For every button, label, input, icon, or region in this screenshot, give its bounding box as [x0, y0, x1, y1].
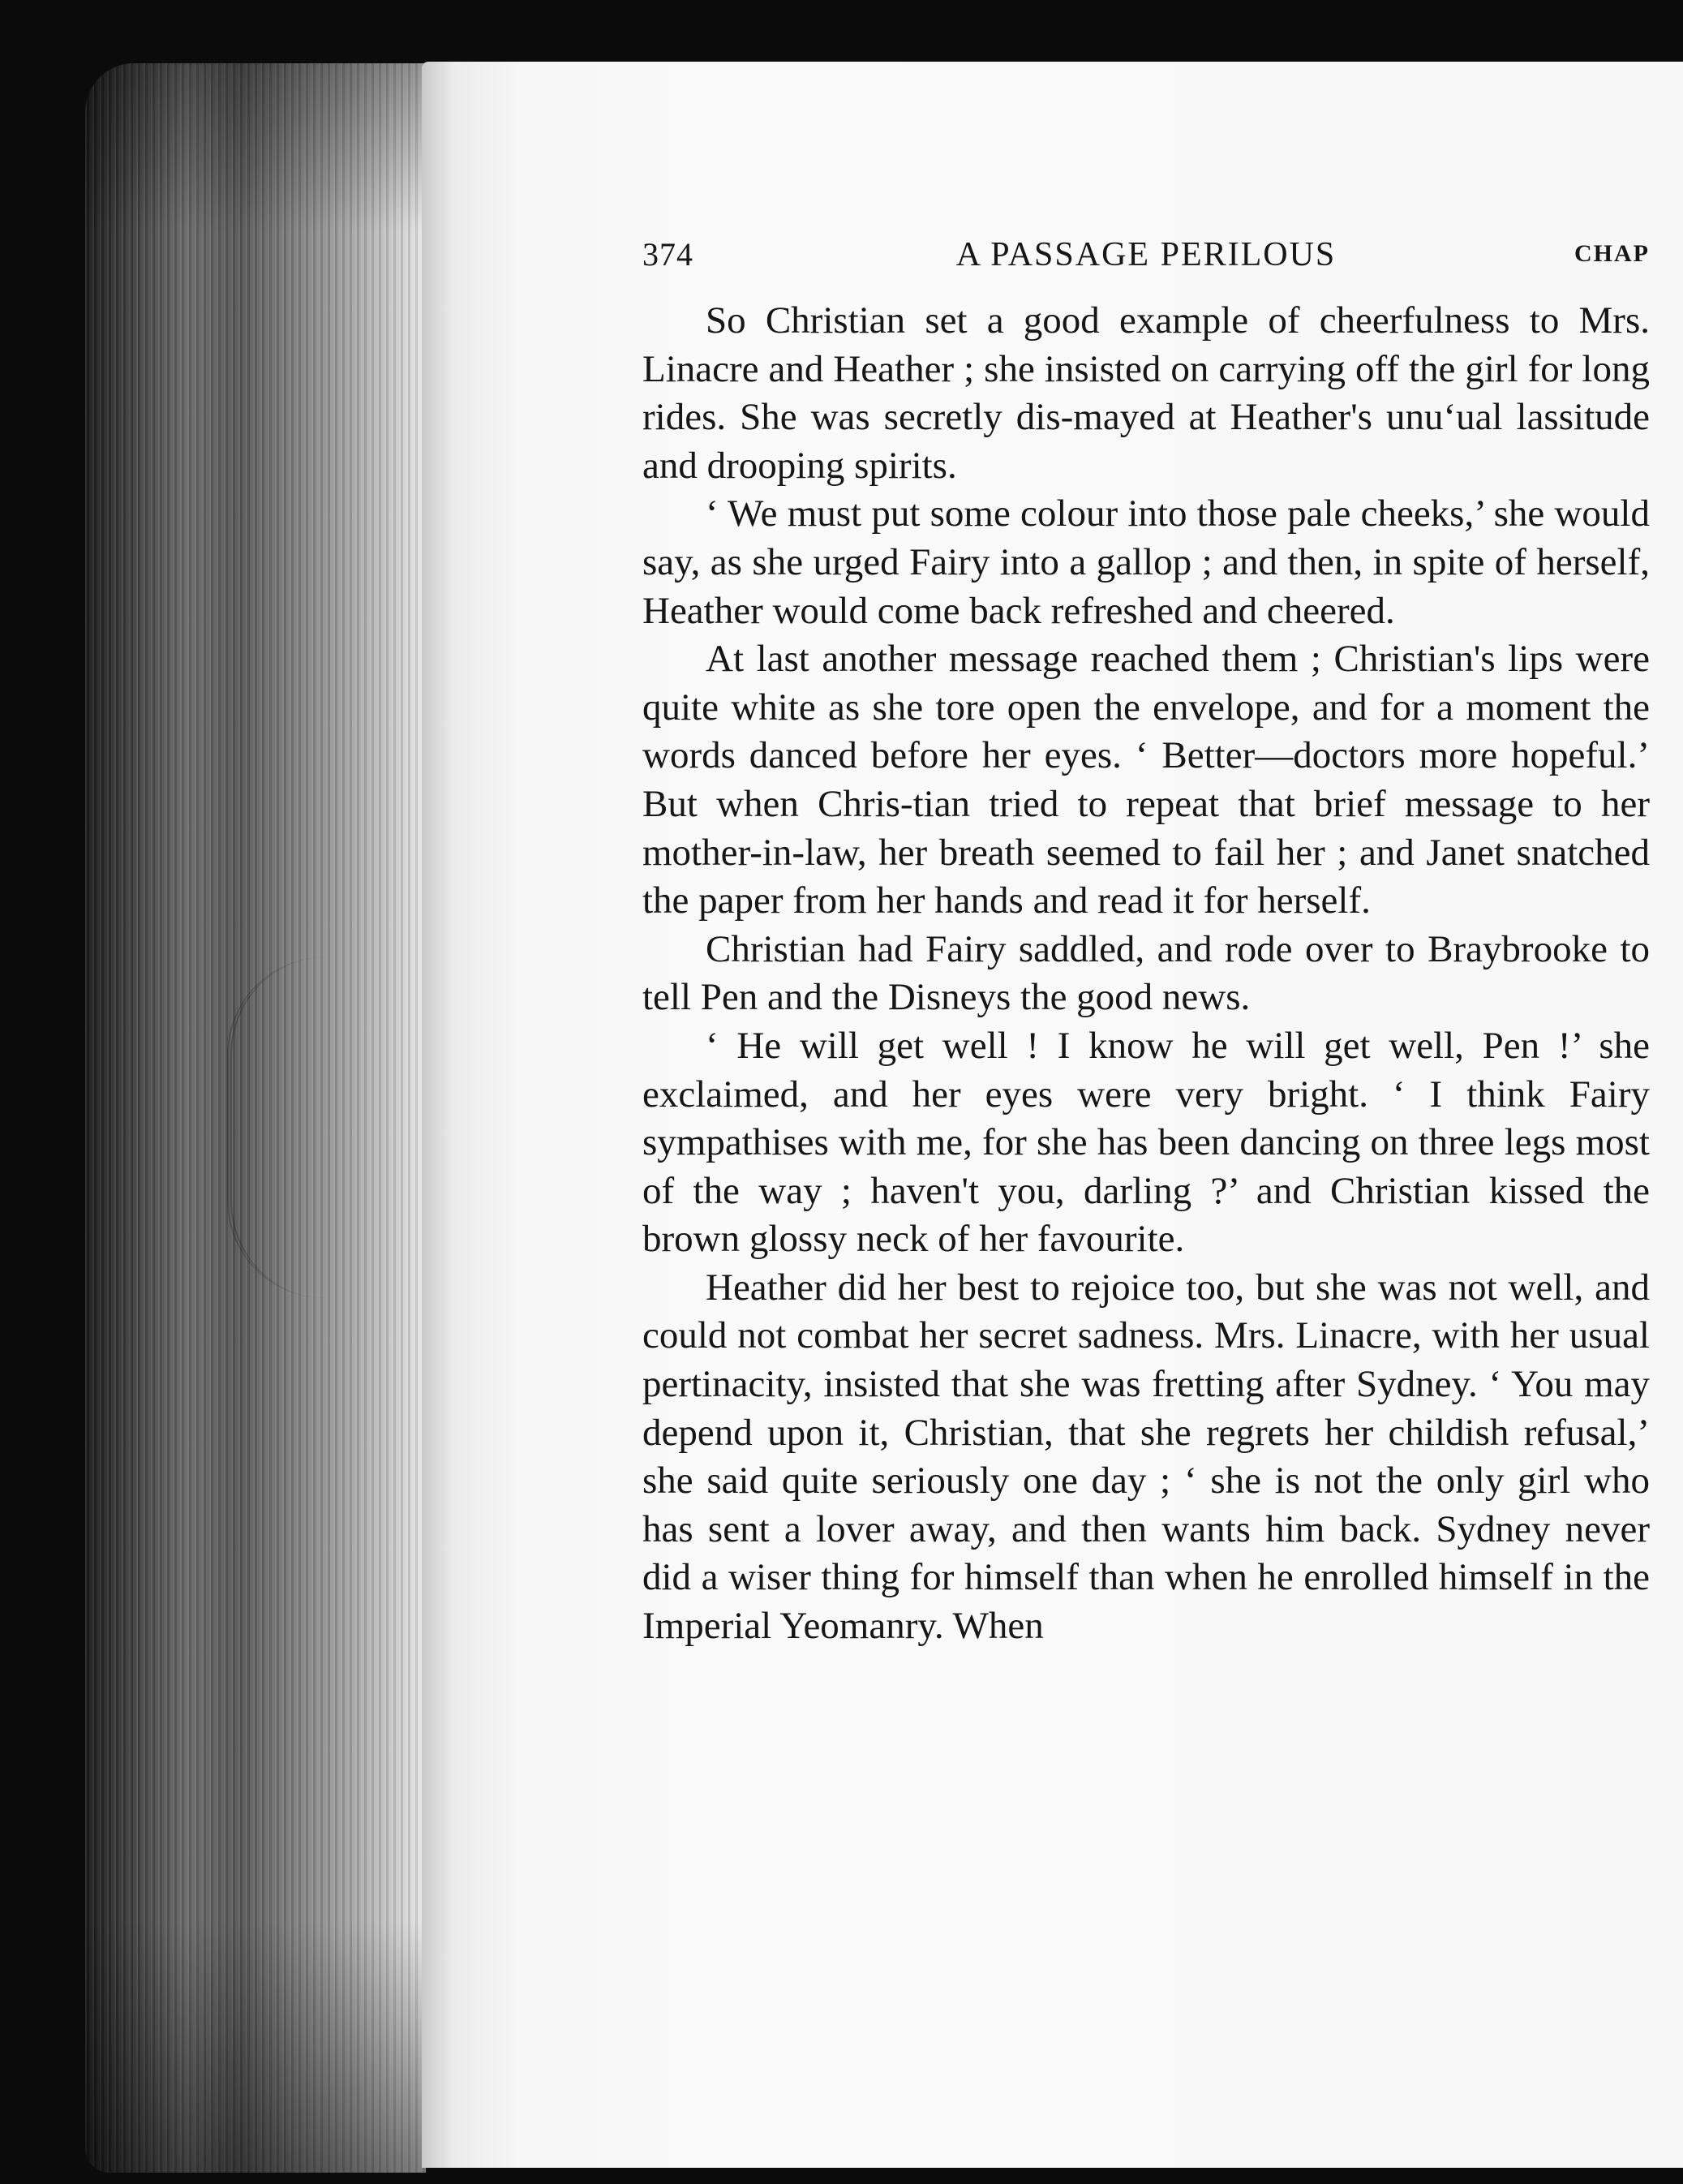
body-text	[642, 297, 1650, 1651]
paragraph-5: ‘ He will get well ! I know he will get well, Pen !’ she exclaimed, and her eyes were very bright. ‘ I think Fairy sympathises with me, for she has been dancing on three legs most of the way ; haven't you, darling ?’ and Christian kissed the brown glossy neck of her favourite.	[642, 1024, 1650, 1261]
chapter-label: CHAP	[1574, 240, 1650, 267]
page-number: 374	[642, 236, 693, 273]
library-stamp-mark	[227, 957, 443, 1298]
paragraph-6: Heather did her best to rejoice too, but she was not well, and could not combat her secret sadness. Mrs. Linacre, with her usual pertinacity, insisted that she was fretting after Sydney. ‘ You may depend upon it, Christian, that she regrets her childish refusal,’ she said quite seriously one day ; ‘ she is not the only girl who has sent a lover away, and then wants him back. Sydney never did a wiser thing for himself than when he enrolled himself in the Imperial Yeomanry. When	[642, 1266, 1650, 1648]
running-head	[642, 227, 1650, 276]
paragraph-2: ‘ We must put some colour into those pale cheeks,’ she would say, as she urged Fairy into a gallop ; and then, in spite of herself, Heather would come back refreshed and cheered.	[642, 492, 1650, 632]
paragraph-1: So Christian set a good example of cheerfulness to Mrs. Linacre and Heather ; she insisted on carrying off the girl for long rides. She was secretly dis-mayed at Heather's unuʻual lassitude and drooping spirits.	[642, 299, 1650, 487]
paragraph-3: At last another message reached them ; Christian's lips were quite white as she tore open the envelope, and for a moment the words danced before her eyes. ‘ Better—doctors more hopeful.’ But when Chris-tian tried to repeat that brief message to her mother-in-law, her breath seemed to fail her ; and Janet snatched the paper from her hands and read it for herself.	[642, 638, 1650, 922]
text-block	[642, 227, 1650, 1651]
running-title: A PASSAGE PERILOUS	[955, 236, 1337, 273]
paragraph-4: Christian had Fairy saddled, and rode over to Braybrooke to tell Pen and the Disneys the good news.	[642, 927, 1650, 1019]
